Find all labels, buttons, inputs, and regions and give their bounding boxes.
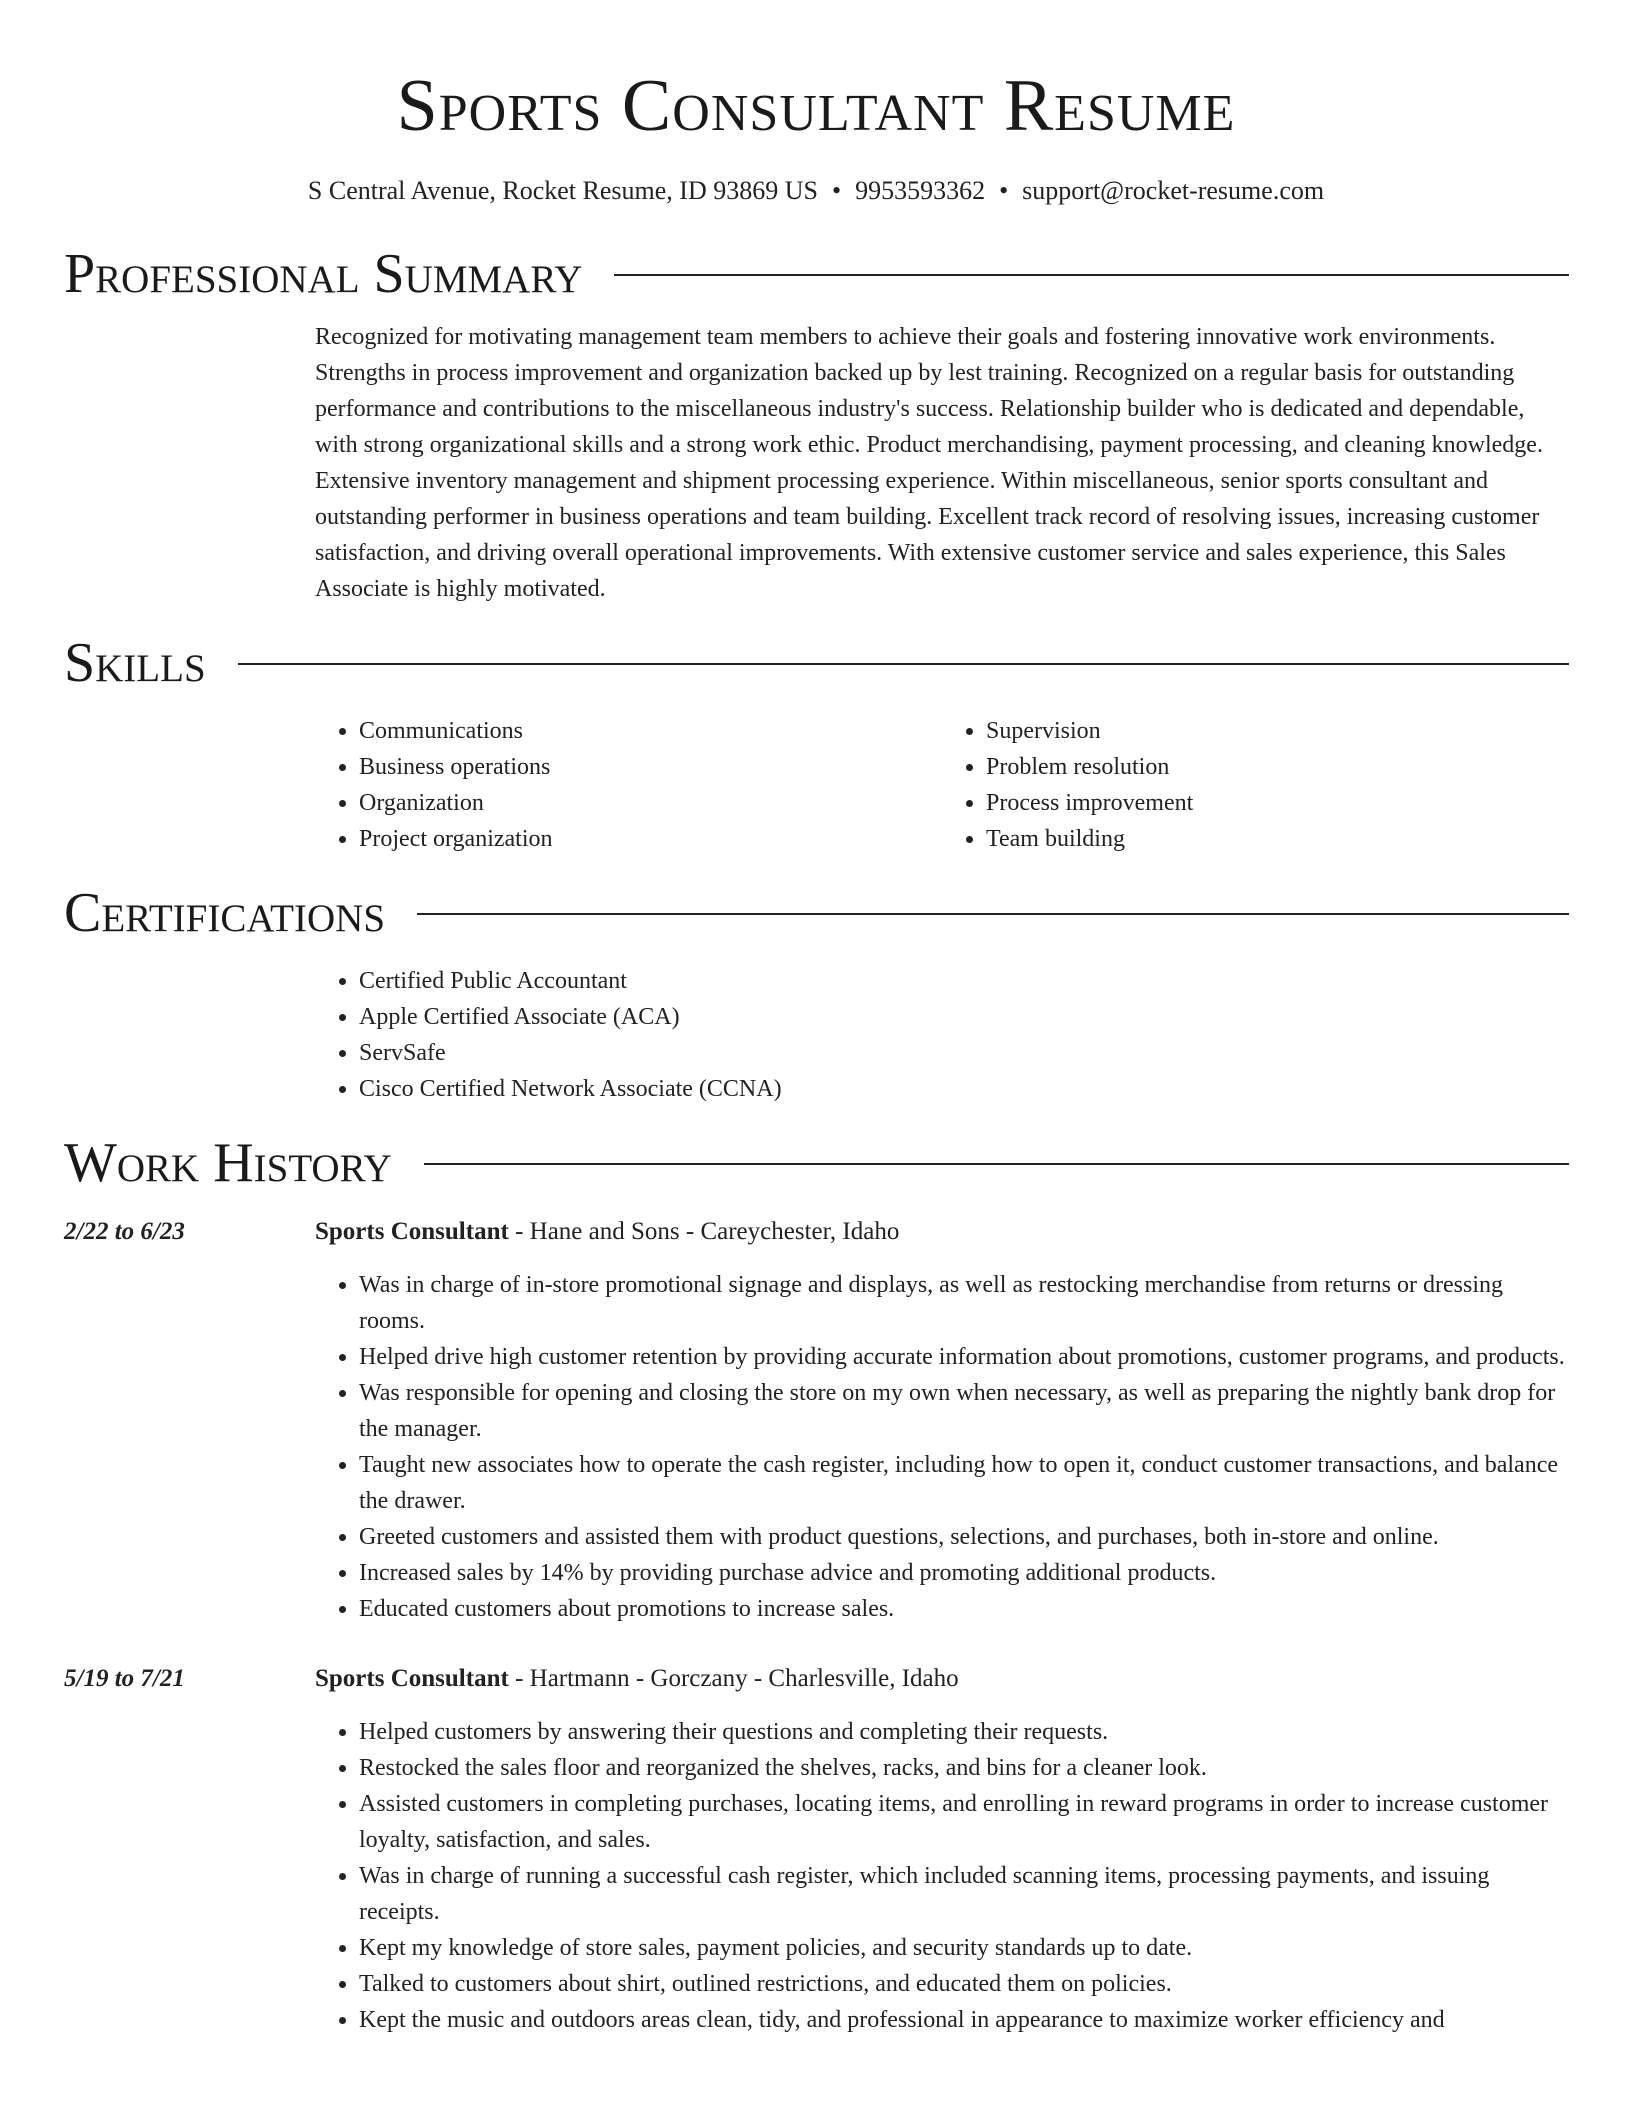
duty-item: • Was responsible for opening and closing the store on my own when necessary, as well as preparing the nightly bank drop for the manager. [359, 1375, 1569, 1447]
skill-item: • Business operations [359, 749, 942, 785]
job-entry [64, 1661, 1569, 2038]
skill-item: • Supervision [986, 713, 1569, 749]
summary-section-header [64, 241, 1569, 307]
duty-item: • Greeted customers and assisted them with product questions, selections, and purchases, both in-store and online. [359, 1519, 1569, 1555]
certification-item: • Cisco Certified Network Associate (CCNA) [359, 1071, 1569, 1107]
job-title: Sports Consultant [315, 1218, 509, 1245]
skill-item: • Problem resolution [986, 749, 1569, 785]
contact-phone: 9953593362 [855, 176, 986, 205]
duty-item: • Increased sales by 14% by providing purchase advice and promoting additional products. [359, 1555, 1569, 1591]
certification-item: • Apple Certified Associate (ACA) [359, 999, 1569, 1035]
job-duties [315, 1267, 1569, 1627]
summary-heading: Professional Summary [64, 243, 583, 305]
resume-title: Sports Consultant Resume [396, 65, 1236, 147]
duty-item: • Was in charge of in-store promotional signage and displays, as well as restocking merchandise from returns or dressing rooms. [359, 1267, 1569, 1339]
duty-item: • Taught new associates how to operate the cash register, including how to open it, conduct customer transactions, and balance the drawer. [359, 1447, 1569, 1519]
job-duties [315, 1714, 1569, 2038]
duty-item: • Was in charge of running a successful cash register, which included scanning items, processing payments, and issuing receipts. [359, 1858, 1569, 1930]
certifications-heading: Certifications [64, 882, 386, 944]
summary-text: Recognized for motivating management team members to achieve their goals and fostering innovative work environments. Strengths in process improvement and organization backed up by lest training. Recognized on a regular basis for outstanding performance and contributions to the miscellaneous industry's success. Relationship builder who is dedicated and dependable, with strong organizational skills and a strong work ethic. Product merchandising, payment processing, and cleaning knowledge. Extensive inventory management and shipment processing experience. Within miscellaneous, senior sports consultant and outstanding performer in business operations and team building. Excellent track record of resolving issues, increasing customer satisfaction, and driving overall operational improvements. With extensive customer service and sales experience, this Sales Associate is highly motivated. [315, 324, 1543, 602]
skills-list [315, 713, 1569, 857]
certifications-section-header [64, 880, 1569, 946]
skill-item: • Organization [359, 785, 942, 821]
job-entry [64, 1214, 1569, 1627]
contact-email: support@rocket-resume.com [1022, 176, 1325, 205]
skills-heading: Skills [64, 632, 206, 694]
duty-item: • Kept my knowledge of store sales, payment policies, and security standards up to date. [359, 1930, 1569, 1966]
job-company: - Hartmann - Gorczany - Charlesville, Idaho [508, 1665, 959, 1692]
certification-item: • ServSafe [359, 1035, 1569, 1071]
duty-item: • Kept the music and outdoors areas clean, tidy, and professional in appearance to maximize worker efficiency and [359, 2002, 1569, 2038]
duty-item: • Helped customers by answering their questions and completing their requests. [359, 1714, 1569, 1750]
contact-line [0, 174, 1632, 208]
skills-section-header [64, 630, 1569, 696]
duty-item: • Restocked the sales floor and reorganized the shelves, racks, and bins for a cleaner look. [359, 1750, 1569, 1786]
summary-body [315, 319, 1569, 607]
contact-address: S Central Avenue, Rocket Resume, ID 93869 US [307, 176, 818, 205]
skill-item: • Team building [986, 821, 1569, 857]
skill-item: • Communications [359, 713, 942, 749]
skills-column-right [942, 713, 1569, 857]
job-dates: 5/19 to 7/21 [64, 1665, 185, 1692]
duty-item: • Helped drive high customer retention by providing accurate information about promotions, customer programs, and products. [359, 1339, 1569, 1375]
job-company: - Hane and Sons - Careychester, Idaho [508, 1218, 900, 1245]
contact-separator: • [999, 176, 1009, 205]
contact-separator: • [831, 176, 842, 205]
skill-item: • Project organization [359, 821, 942, 857]
skills-column-left [315, 713, 942, 857]
skill-item: • Process improvement [986, 785, 1569, 821]
job-title-line [315, 1214, 1569, 1250]
section-divider [424, 1163, 1569, 1165]
work-heading: Work History [64, 1132, 392, 1194]
section-divider [417, 913, 1569, 915]
job-dates: 2/22 to 6/23 [64, 1218, 185, 1245]
duty-item: • Talked to customers about shirt, outlined restrictions, and educated them on policies. [359, 1966, 1569, 2002]
duty-item: • Assisted customers in completing purchases, locating items, and enrolling in reward programs in order to increase customer loyalty, satisfaction, and sales. [359, 1786, 1569, 1858]
work-section-header [64, 1130, 1569, 1196]
certification-item: • Certified Public Accountant [359, 963, 1569, 999]
duty-item: • Educated customers about promotions to increase sales. [359, 1591, 1569, 1627]
section-divider [238, 663, 1569, 665]
certifications-list [315, 963, 1569, 1107]
job-title-line [315, 1661, 1569, 1697]
section-divider [614, 274, 1569, 276]
job-title: Sports Consultant [315, 1665, 509, 1692]
